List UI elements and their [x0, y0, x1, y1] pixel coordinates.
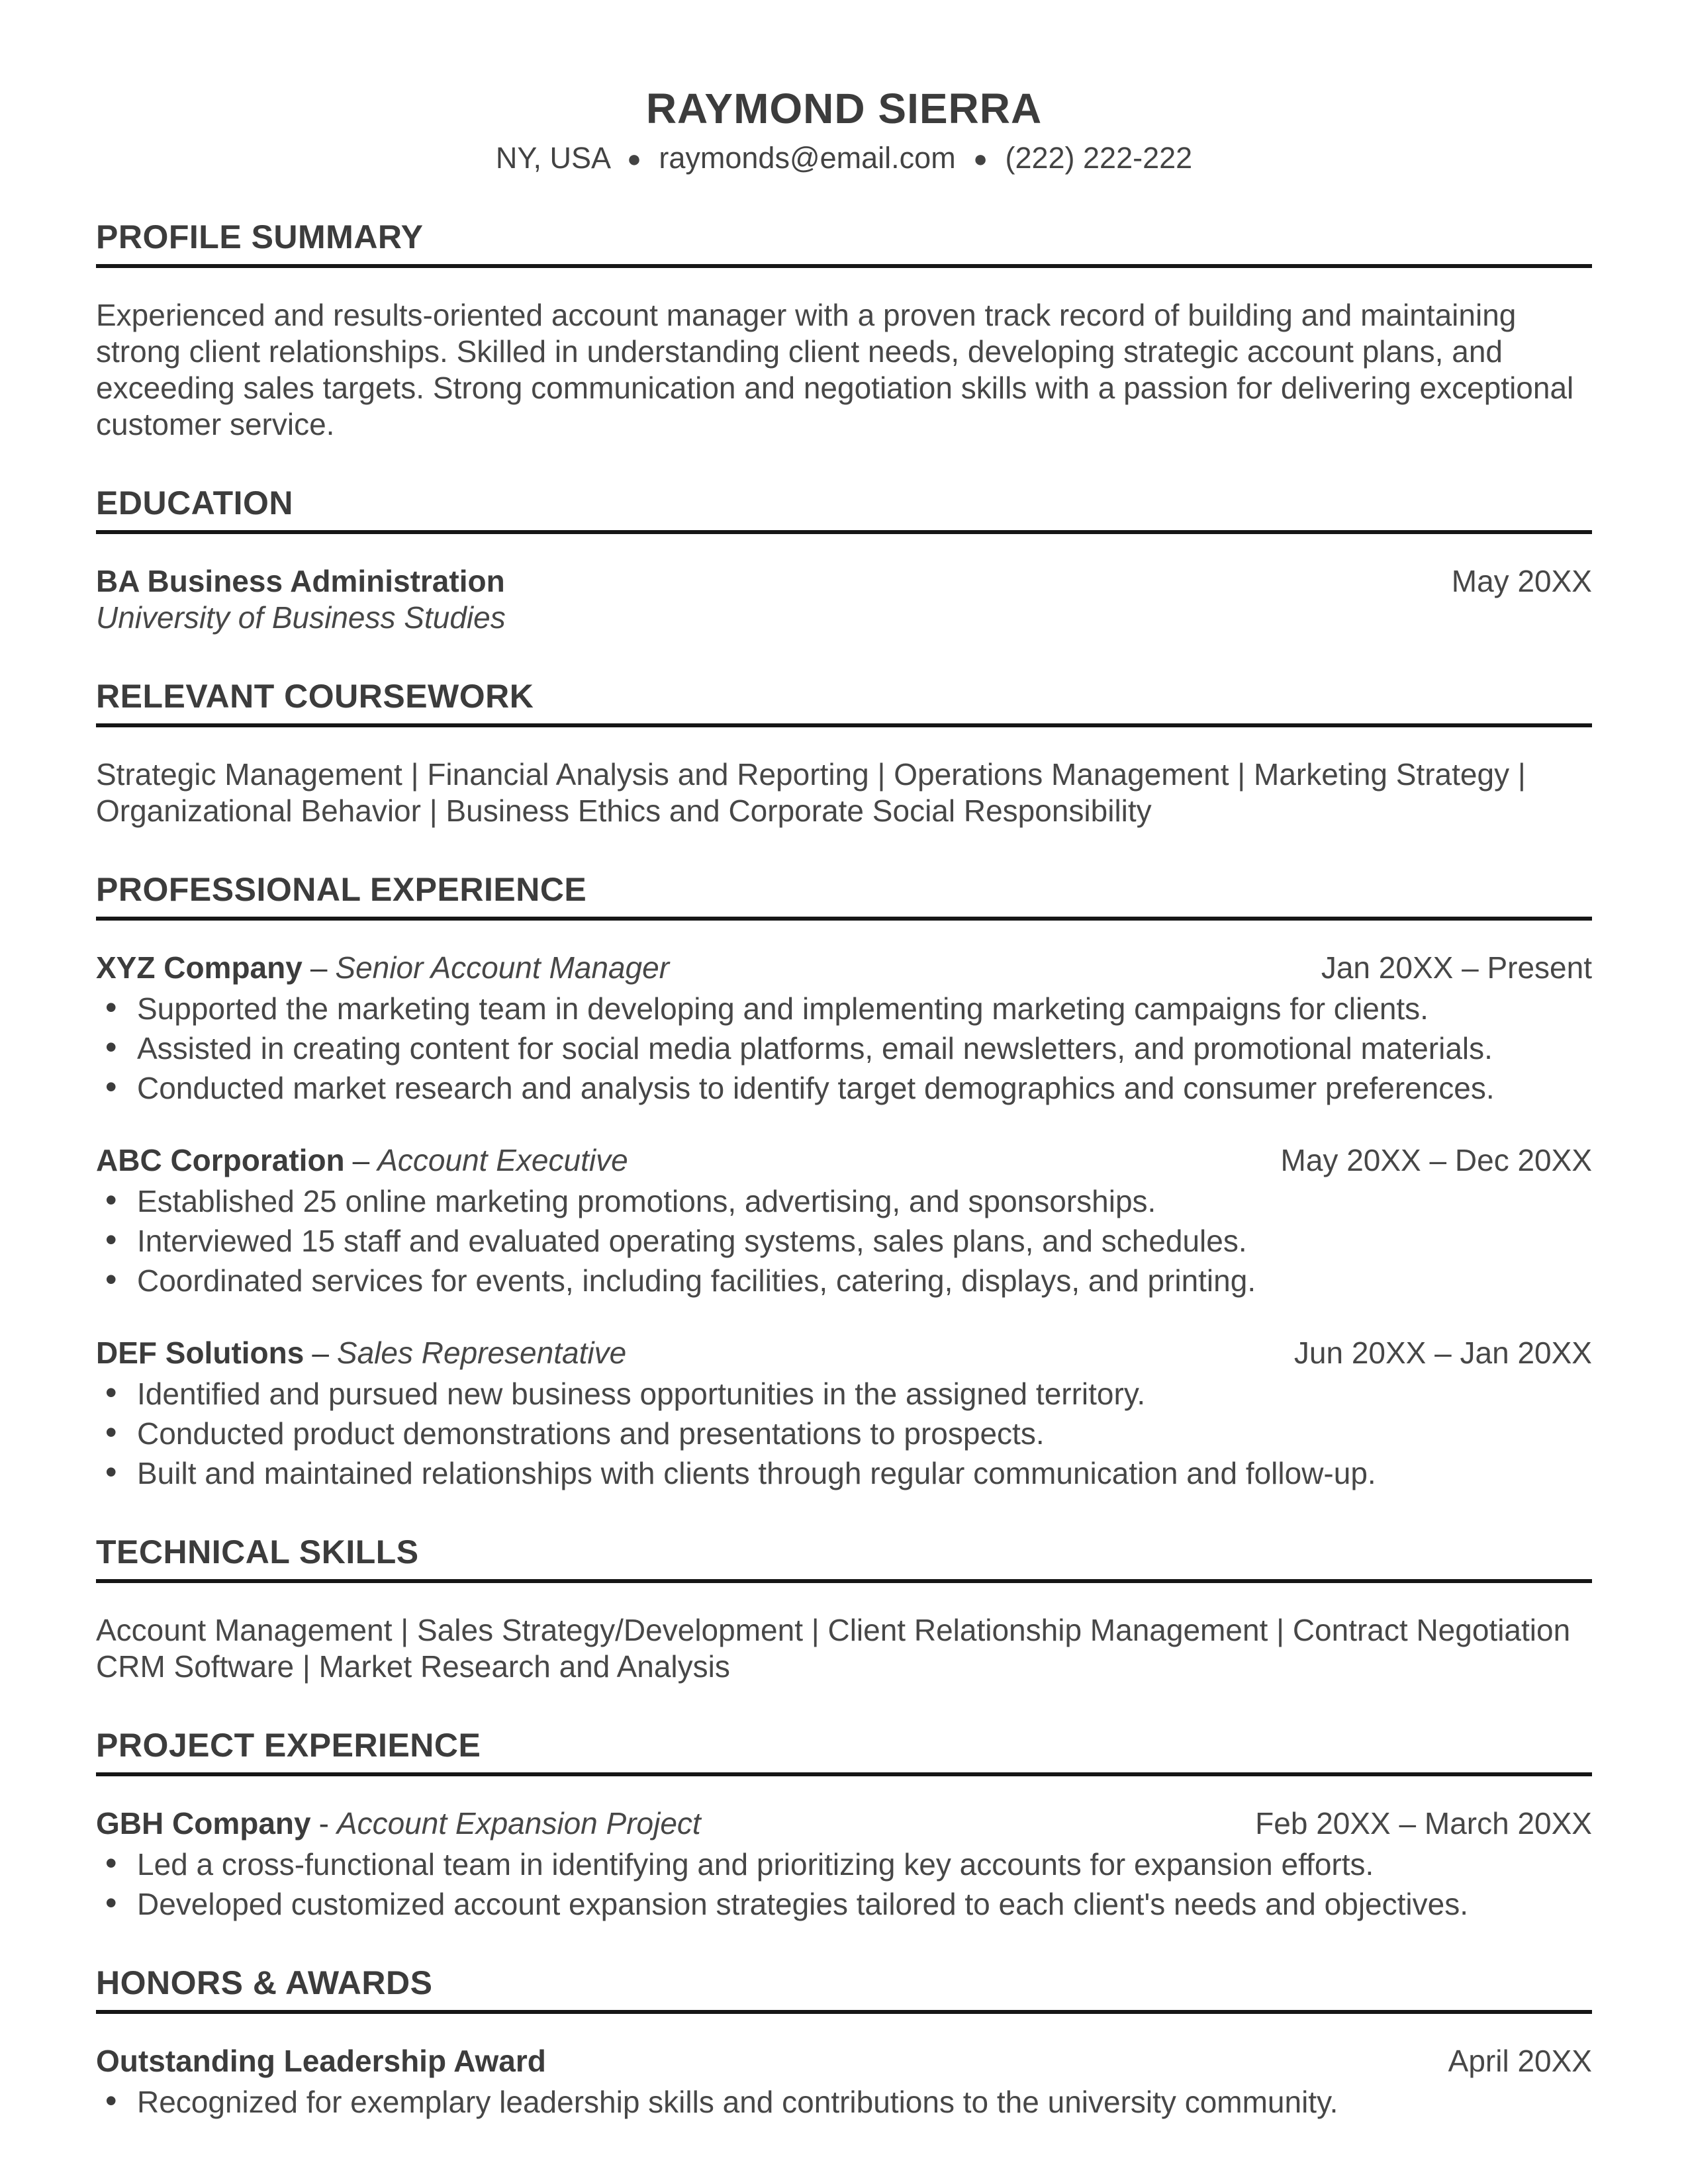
- section-heading-profile-summary: PROFILE SUMMARY: [96, 219, 1592, 268]
- job-bullet-list: [96, 1376, 1592, 1492]
- section-education: [96, 485, 1592, 636]
- contact-separator-icon: ●: [627, 145, 641, 172]
- job-dates: Jun 20XX – Jan 20XX: [1293, 1336, 1592, 1370]
- job-company: DEF Solutions: [96, 1336, 305, 1370]
- job-dates: Jan 20XX – Present: [1321, 950, 1592, 985]
- section-heading-honors-awards: HONORS & AWARDS: [96, 1965, 1592, 2014]
- section-honors-awards: [96, 1965, 1592, 2120]
- coursework-text: Strategic Management | Financial Analysis and Reporting | Operations Management | Marketing Strategy | Organizational Behavior | Business Ethics and Corporate Social Responsibility: [96, 757, 1526, 828]
- section-heading-project-experience: PROJECT EXPERIENCE: [96, 1727, 1592, 1776]
- job-bullet: • Interviewed 15 staff and evaluated operating systems, sales plans, and schedules.: [96, 1223, 1592, 1259]
- job-entry-xyz-company: [96, 950, 1592, 1107]
- project-title-separator: -: [318, 1806, 329, 1841]
- project-company: GBH Company: [96, 1806, 311, 1841]
- job-role: Senior Account Manager: [335, 950, 670, 985]
- technical-skills-line2: CRM Software | Market Research and Analysis: [96, 1649, 730, 1684]
- job-bullet: • Supported the marketing team in developing and implementing marketing campaigns for clients.: [96, 991, 1592, 1027]
- project-role: Account Expansion Project: [336, 1806, 701, 1841]
- job-company: ABC Corporation: [96, 1143, 345, 1177]
- education-entry: [96, 563, 1592, 599]
- job-bullet: • Established 25 online marketing promotions, advertising, and sponsorships.: [96, 1183, 1592, 1220]
- job-bullet-list: [96, 991, 1592, 1107]
- section-heading-professional-experience: PROFESSIONAL EXPERIENCE: [96, 872, 1592, 921]
- project-dates: Feb 20XX – March 20XX: [1255, 1806, 1592, 1841]
- award-bullet-list: [96, 2084, 1592, 2120]
- contact-email: raymonds@email.com: [659, 141, 956, 175]
- job-entry-def-solutions: [96, 1335, 1592, 1492]
- section-heading-education: EDUCATION: [96, 485, 1592, 534]
- contact-phone: (222) 222-222: [1005, 141, 1193, 175]
- job-bullet: • Conducted market research and analysis to identify target demographics and consumer preferences.: [96, 1070, 1592, 1107]
- job-title-separator: –: [312, 1336, 329, 1370]
- section-heading-technical-skills: TECHNICAL SKILLS: [96, 1534, 1592, 1583]
- job-title-separator: –: [310, 950, 328, 985]
- profile-summary-text: Experienced and results-oriented account manager with a proven track record of building and maintaining strong client relationships. Skilled in understanding client needs, developing strategic account plans, and exceeding sales targets. Strong communication and negotiation skills with a passion for delivering exceptional customer service.: [96, 298, 1574, 441]
- award-entry: [96, 2043, 1592, 2079]
- job-role: Sales Representative: [336, 1336, 627, 1370]
- section-professional-experience: [96, 872, 1592, 1492]
- project-bullet-list: [96, 1846, 1592, 1923]
- job-role: Account Executive: [377, 1143, 628, 1177]
- project-bullet: • Led a cross-functional team in identifying and prioritizing key accounts for expansion efforts.: [96, 1846, 1592, 1883]
- award-title: Outstanding Leadership Award: [96, 2044, 546, 2078]
- award-date: April 20XX: [1448, 2044, 1592, 2078]
- section-project-experience: [96, 1727, 1592, 1923]
- job-bullet: • Conducted product demonstrations and presentations to prospects.: [96, 1416, 1592, 1452]
- section-relevant-coursework: [96, 678, 1592, 829]
- contact-location: NY, USA: [495, 141, 610, 175]
- job-company: XYZ Company: [96, 950, 303, 985]
- technical-skills-line1: Account Management | Sales Strategy/Development | Client Relationship Management | Contract Negotiation: [96, 1613, 1571, 1647]
- award-bullet: • Recognized for exemplary leadership skills and contributions to the university community.: [96, 2084, 1592, 2120]
- contact-separator-icon: ●: [973, 145, 988, 172]
- job-bullet-list: [96, 1183, 1592, 1299]
- education-school: University of Business Studies: [96, 600, 506, 635]
- job-bullet: • Assisted in creating content for social media platforms, email newsletters, and promotional materials.: [96, 1030, 1592, 1067]
- section-profile-summary: [96, 219, 1592, 443]
- section-technical-skills: [96, 1534, 1592, 1685]
- education-date: May 20XX: [1451, 564, 1592, 598]
- education-degree: BA Business Administration: [96, 564, 505, 598]
- job-bullet: • Identified and pursued new business opportunities in the assigned territory.: [96, 1376, 1592, 1412]
- section-heading-relevant-coursework: RELEVANT COURSEWORK: [96, 678, 1592, 727]
- project-bullet: • Developed customized account expansion strategies tailored to each client's needs and objectives.: [96, 1886, 1592, 1923]
- candidate-name: RAYMOND SIERRA: [645, 85, 1043, 132]
- job-bullet: • Built and maintained relationships with clients through regular communication and follow-up.: [96, 1455, 1592, 1492]
- resume-header: [96, 85, 1592, 177]
- contact-line: [96, 140, 1592, 177]
- job-entry-abc-corporation: [96, 1142, 1592, 1299]
- job-title-separator: –: [352, 1143, 370, 1177]
- project-entry-gbh-company: [96, 1805, 1592, 1923]
- job-bullet: • Coordinated services for events, including facilities, catering, displays, and printing.: [96, 1263, 1592, 1299]
- job-dates: May 20XX – Dec 20XX: [1280, 1143, 1592, 1177]
